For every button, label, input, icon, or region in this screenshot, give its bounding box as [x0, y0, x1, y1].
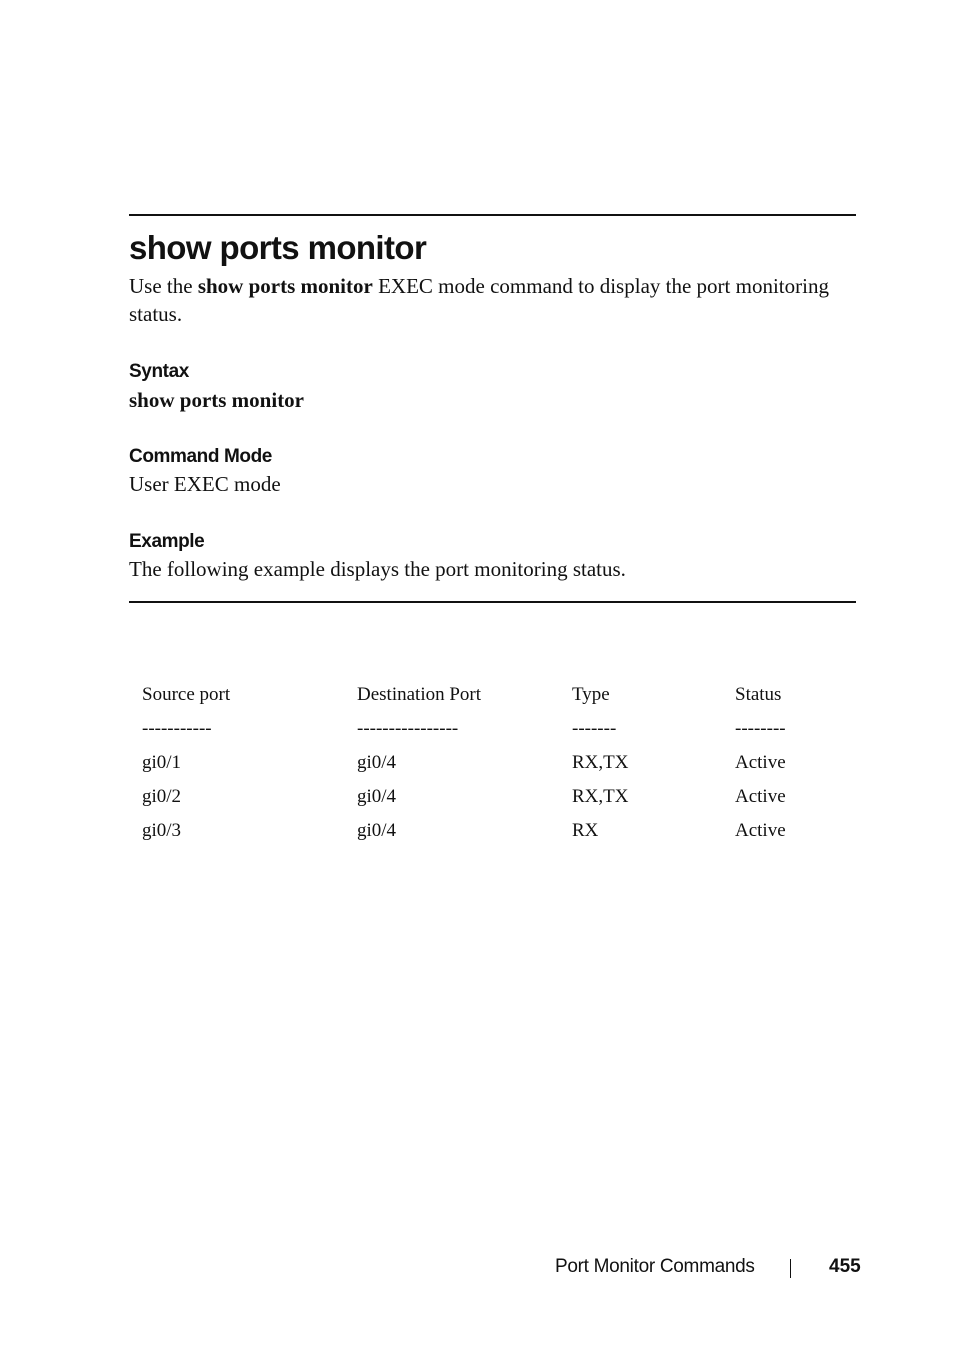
source-port-cell: gi0/3: [142, 820, 182, 841]
status-cell: Active: [735, 752, 786, 773]
destination-port-cell: gi0/4: [357, 820, 397, 841]
example-text: The following example displays the port monitoring status.: [129, 557, 626, 581]
footer-section-title: Port Monitor Commands: [555, 1256, 755, 1277]
header-destination-port: Destination Port: [357, 684, 482, 705]
bottom-rule: [129, 601, 856, 603]
top-rule: [129, 214, 856, 216]
page-number: 455: [829, 1256, 861, 1277]
intro-command: show ports monitor: [197, 274, 373, 298]
separator: --------: [735, 718, 786, 739]
type-cell: RX,TX: [572, 786, 629, 807]
destination-port-cell: gi0/4: [357, 786, 397, 807]
separator: -----------: [142, 718, 212, 739]
separator: ----------------: [357, 718, 459, 739]
intro-text-before: Use the: [129, 274, 198, 298]
type-cell: RX,TX: [572, 752, 629, 773]
status-cell: Active: [735, 820, 786, 841]
type-cell: RX: [572, 820, 599, 841]
intro-paragraph: [129, 272, 829, 328]
header-source-port: Source port: [142, 684, 231, 705]
header-status: Status: [735, 684, 782, 705]
command-mode-heading: Command Mode: [129, 446, 272, 467]
syntax-text: show ports monitor: [129, 388, 305, 412]
destination-port-cell: gi0/4: [357, 752, 397, 773]
command-mode-text: User EXEC mode: [129, 472, 281, 496]
footer-separator: [790, 1259, 791, 1278]
example-heading: Example: [129, 531, 205, 552]
source-port-cell: gi0/1: [142, 752, 182, 773]
header-type: Type: [572, 684, 610, 705]
page-title: show ports monitor: [129, 229, 427, 266]
status-cell: Active: [735, 786, 786, 807]
intro-text-after: EXEC mode command to display the port monitoring status.: [129, 274, 829, 326]
separator: -------: [572, 718, 617, 739]
syntax-heading: Syntax: [129, 361, 189, 382]
source-port-cell: gi0/2: [142, 786, 182, 807]
